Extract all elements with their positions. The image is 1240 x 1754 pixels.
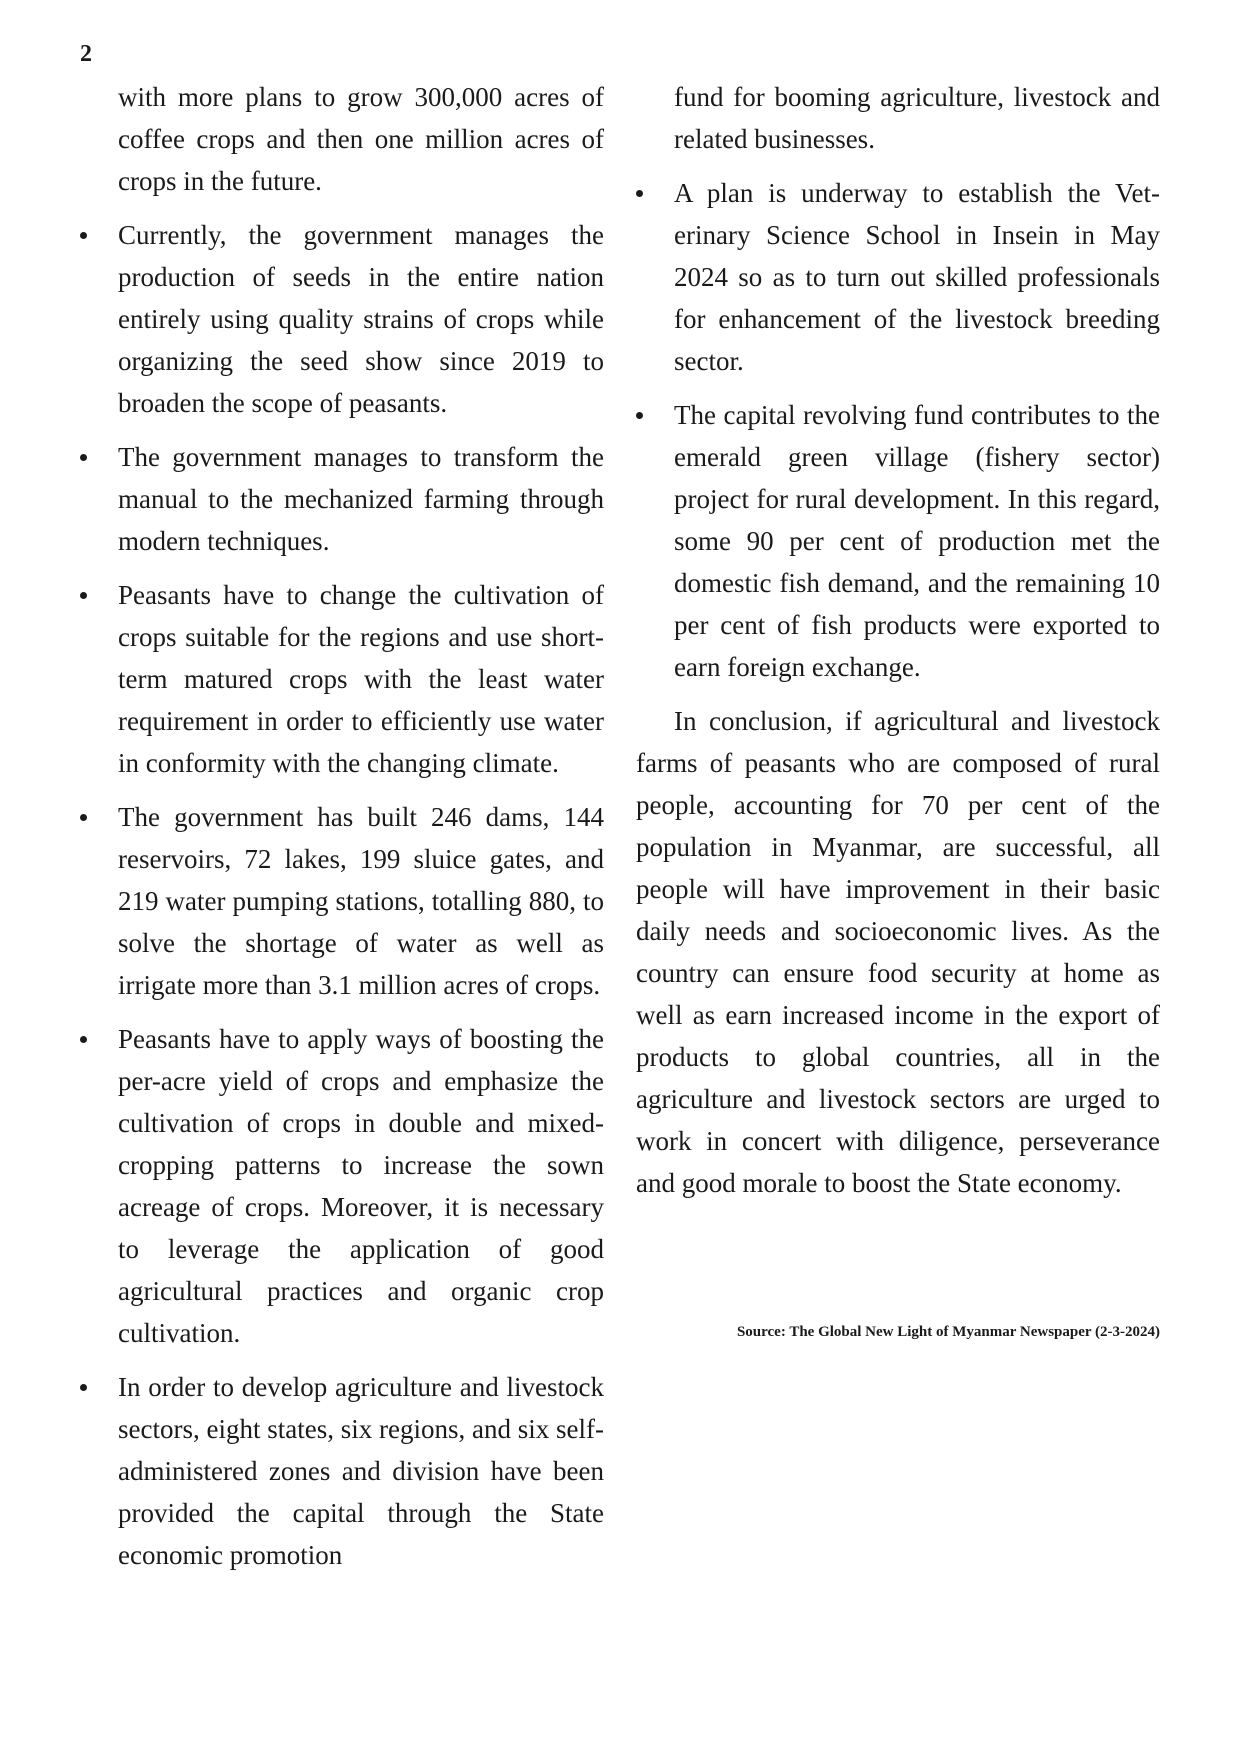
bullet-text: Currently, the government manages the production of seeds in the entire nation entirely using quality strains of crops while organizing the seed show since 2019 to broaden the scope of peasants. [118, 220, 604, 418]
source-citation: Source: The Global New Light of Myanmar Newspaper (2-3-2024) [736, 1324, 1160, 1340]
bullet-text: In order to develop agriculture and livestock sectors, eight states, six regions, and six self-administered zones and division have been provided the capital through the State economic promotion [118, 1372, 604, 1570]
bullet-item-mechanized-farming [80, 436, 604, 562]
conclusion-paragraph: In conclusion, if agricultural and livestock farms of peasants who are composed of rural people, accounting for 70 per cent of the population in Myanmar, are successful, all people will have improvement in their basic daily needs and socioeconomic lives. As the country can ensure food security at home as well as earn increased income in the export of products to global countries, all in the agriculture and livestock sectors are urged to work in concert with diligence, perseverance and good morale to boost the State economy. [636, 706, 1160, 1198]
bullet-icon [80, 814, 87, 821]
bullet-icon [80, 232, 87, 239]
bullet-icon [80, 1384, 87, 1391]
bullet-item-capital [80, 1366, 604, 1576]
bullet-icon [80, 1036, 87, 1043]
bullet-text: The capital revolving fund contributes to the emerald green village (fishery sector) project for rural development. In this regard, some 90 per cent of production met the domestic fish demand, and the remaining 10 per cent of fish products were exported to earn foreign exchange. [674, 400, 1160, 682]
bullet-text: Peasants have to change the cultivation of crops suitable for the regions and use short-term matured crops with the least water requirement in order to efficiently use water in conformity with the changing climate. [118, 580, 604, 778]
left-continuation-text: with more plans to grow 300,000 acres of coffee crops and then one million acres of crops in the future. [118, 82, 604, 196]
bullet-text: The government has built 246 dams, 144 reservoirs, 72 lakes, 199 sluice gates, and 219 water pumping stations, totalling 880, to solve the shortage of water as well as irrigate more than 3.1 million acres of crops. [118, 802, 604, 1000]
bullet-icon [80, 592, 87, 599]
page-number: 2 [80, 41, 92, 67]
bullet-item-yield [80, 1018, 604, 1354]
bullet-icon [636, 412, 643, 419]
bullet-icon [80, 454, 87, 461]
bullet-item-veterinary-school [636, 172, 1160, 382]
right-column [636, 76, 1160, 1204]
left-bullet-list [80, 214, 604, 1576]
right-continuation-text: fund for booming agriculture, livestock and related businesses. [674, 82, 1160, 154]
right-bullet-list [636, 172, 1160, 688]
bullet-item-crop-cultivation [80, 574, 604, 784]
left-column [80, 76, 604, 1588]
bullet-item-seeds [80, 214, 604, 424]
bullet-text: Peasants have to apply ways of boosting the per-acre yield of crops and emphasize the cultivation of crops in double and mixed-cropping patterns to increase the sown acreage of crops. Moreover, it is necessary to leverage the application of good agricultural practices and organic crop cultivation. [118, 1024, 604, 1348]
bullet-text: The government manages to transform the manual to the mechanized farming through modern techniques. [118, 442, 604, 556]
bullet-icon [636, 190, 643, 197]
bullet-item-irrigation [80, 796, 604, 1006]
bullet-text: A plan is underway to establish the Veterinary Science School in Insein in May 2024 so as to turn out skilled professionals for enhancement of the livestock breeding sector. [674, 178, 1160, 376]
bullet-item-fishery [636, 394, 1160, 688]
